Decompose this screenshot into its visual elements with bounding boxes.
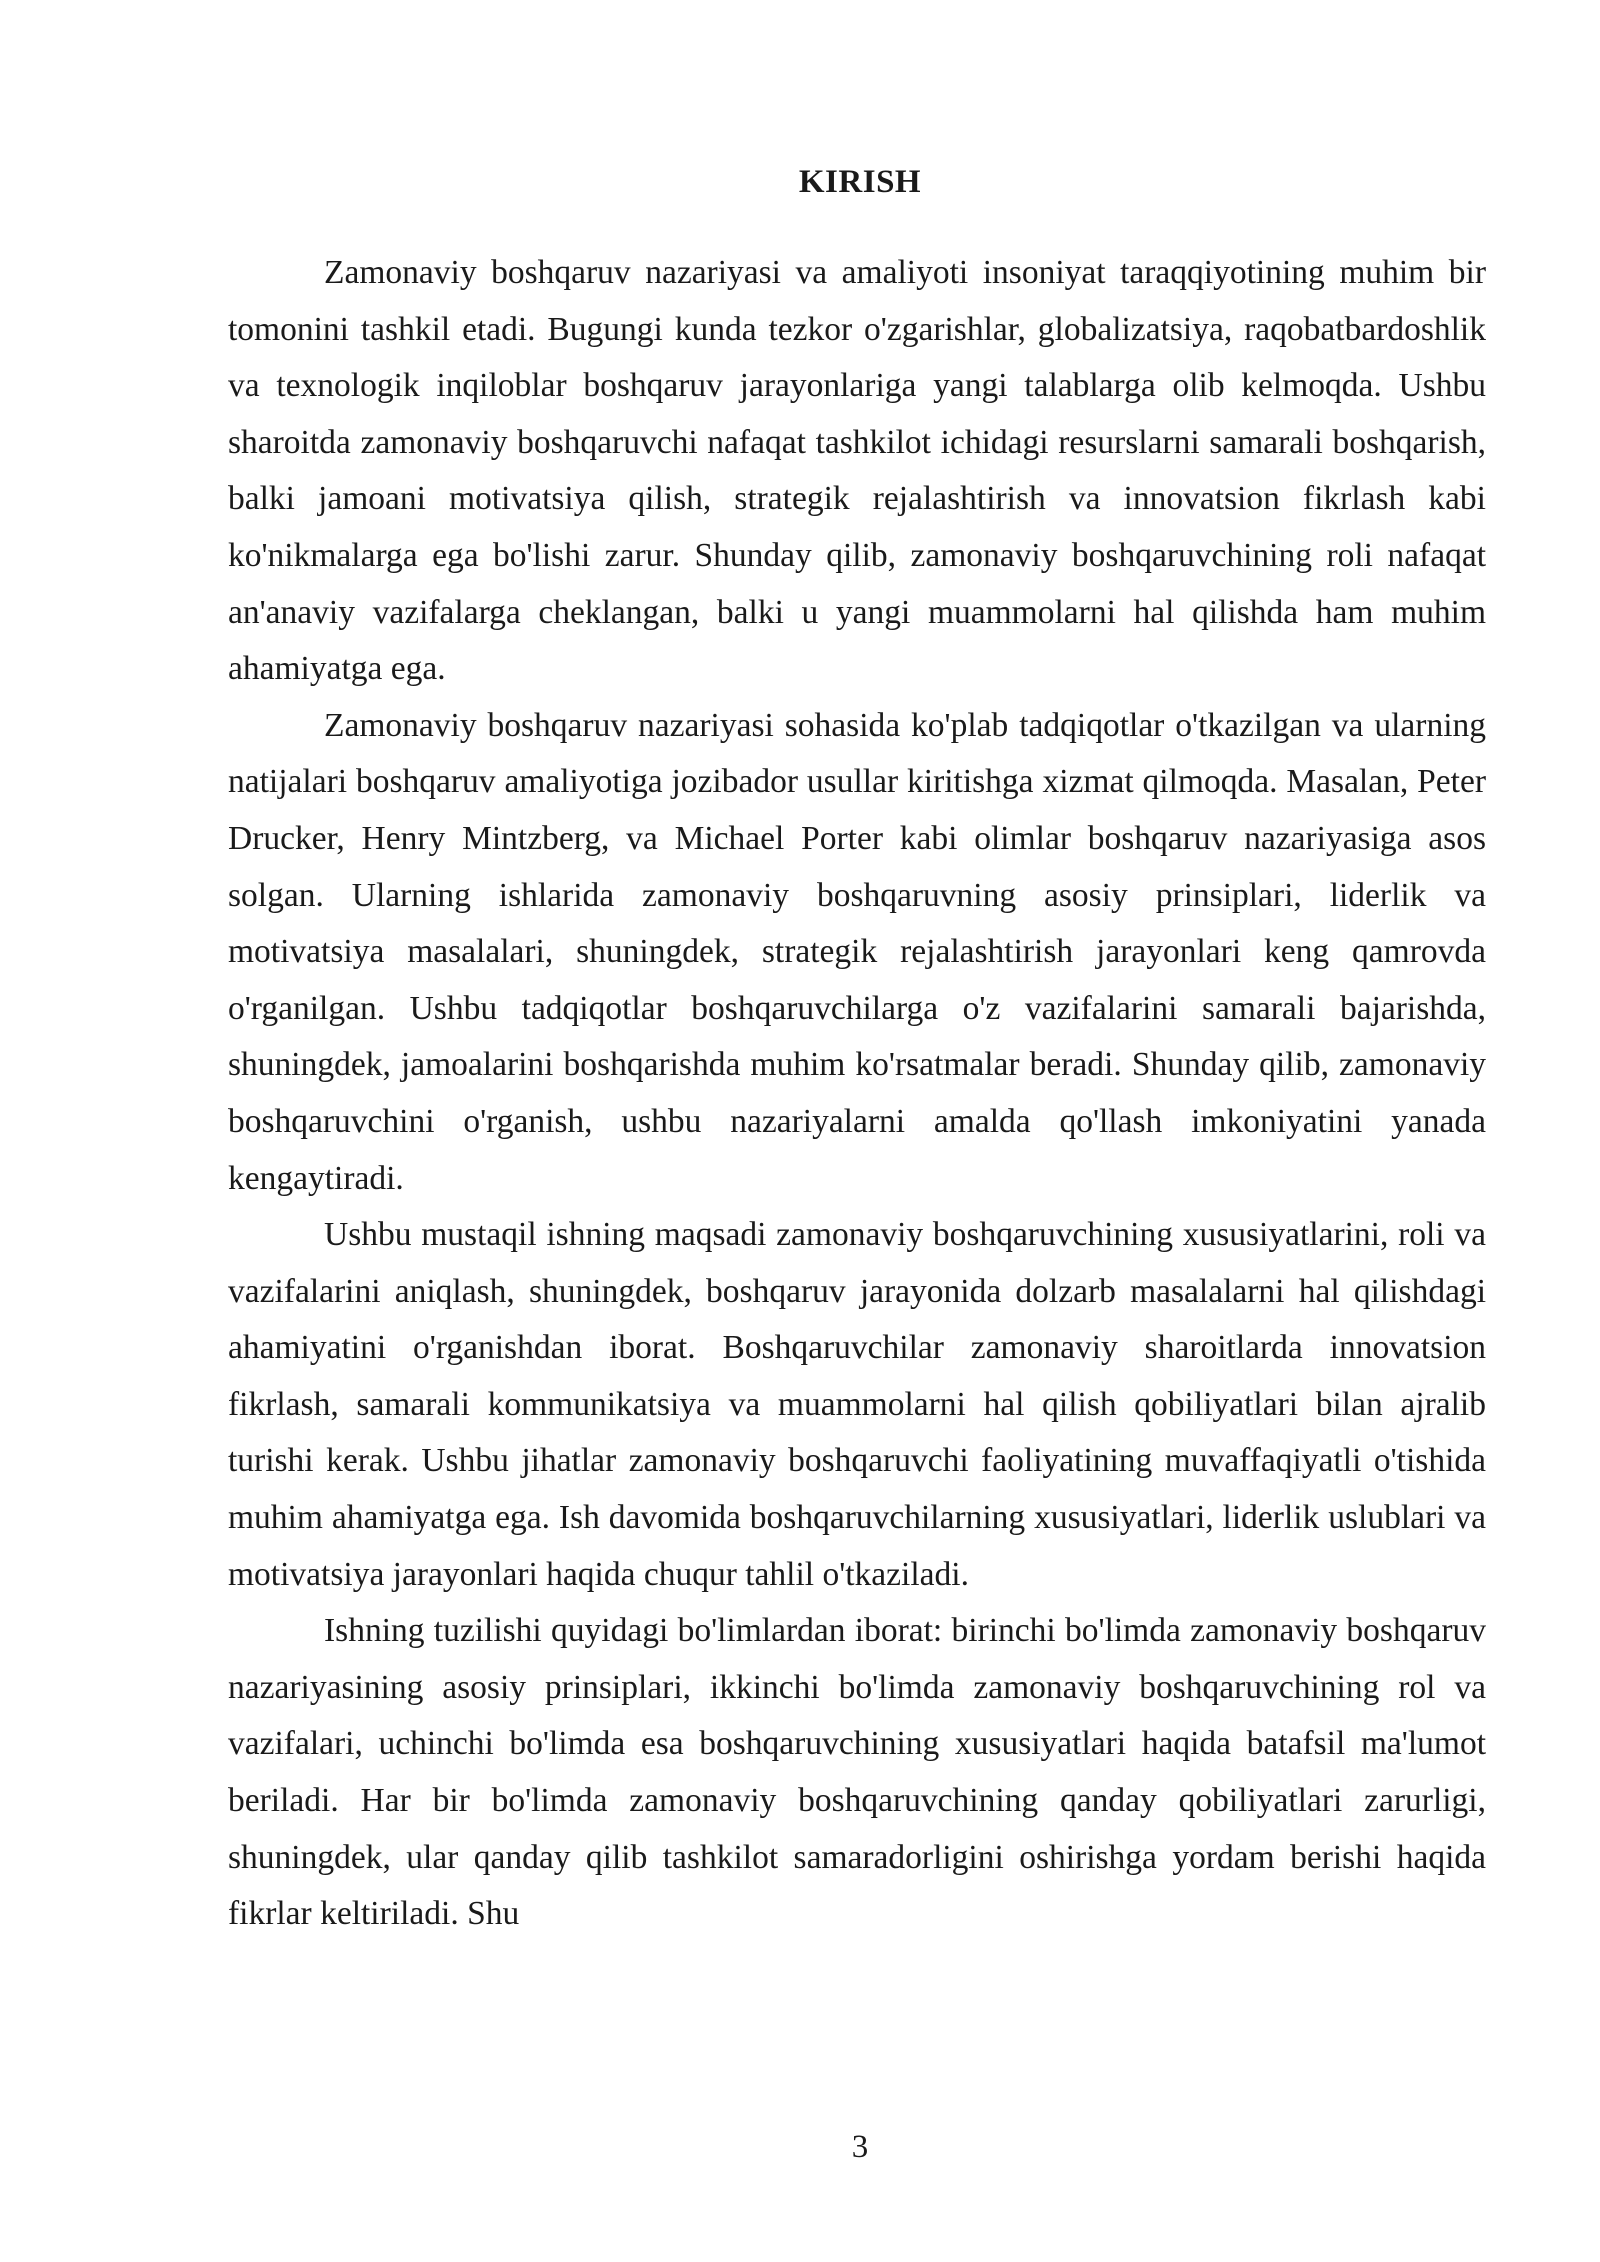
section-heading: KIRISH: [798, 164, 922, 200]
page-number: 3: [851, 2129, 869, 2165]
paragraph-1: Zamonaviy boshqaruv nazariyasi va amaliyoti insoniyat taraqqiyotining muhim bir tomonini tashkil etadi. Bugungi kunda tezkor o'zgarishlar, globalizatsiya, raqobatbardoshlik va texnologik inqiloblar boshqaruv jarayonlariga yangi talablarga olib kelmoqda. Ushbu sharoitda zamonaviy boshqaruvchi nafaqat tashkilot ichidagi resurslarni samarali boshqarish, balki jamoani motivatsiya qilish, strategik rejalashtirish va innovatsion fikrlash kabi ko'nikmalarga ega bo'lishi zarur. Shunday qilib, zamonaviy boshqaruvchining roli nafaqat an'anaviy vazifalarga cheklangan, balki u yangi muammolarni hal qilishda ham muhim ahamiyatga ega.: [228, 254, 1486, 688]
paragraph-2: Zamonaviy boshqaruv nazariyasi sohasida ko'plab tadqiqotlar o'tkazilgan va ularning natijalari boshqaruv amaliyotiga jozibador usullar kiritishga xizmat qilmoqda. Masalan, Peter Drucker, Henry Mintzberg, va Michael Porter kabi olimlar boshqaruv nazariyasiga asos solgan. Ularning ishlarida zamonaviy boshqaruvning asosiy prinsiplari, liderlik va motivatsiya masalalari, shuningdek, strategik rejalashtirish jarayonlari keng qamrovda o'rganilgan. Ushbu tadqiqotlar boshqaruvchilarga o'z vazifalarini samarali bajarishda, shuningdek, jamoalarini boshqarishda muhim ko'rsatmalar beradi. Shunday qilib, zamonaviy boshqaruvchini o'rganish, ushbu nazariyalarni amalda qo'llash imkoniyatini yanada kengaytiradi.: [228, 706, 1486, 1197]
paragraph-3: Ushbu mustaqil ishning maqsadi zamonaviy boshqaruvchining xususiyatlarini, roli va vazifalarini aniqlash, shuningdek, boshqaruv jarayonida dolzarb masalalarni hal qilishdagi ahamiyatini o'rganishdan iborat. Boshqaruvchilar zamonaviy sharoitlarda innovatsion fikrlash, samarali kommunikatsiya va muammolarni hal qilish qobiliyatlari bilan ajralib turishi kerak. Ushbu jihatlar zamonaviy boshqaruvchi faoliyatining muvaffaqiyatli o'tishida muhim ahamiyatga ega. Ish davomida boshqaruvchilarning xususiyatlari, liderlik uslublari va motivatsiya jarayonlari haqida chuqur tahlil o'tkaziladi.: [228, 1216, 1486, 1593]
body-text: [228, 245, 1486, 1943]
paragraph-4: Ishning tuzilishi quyidagi bo'limlardan iborat: birinchi bo'limda zamonaviy boshqaruv nazariyasining asosiy prinsiplari, ikkinchi bo'limda zamonaviy boshqaruvchining rol va vazifalari, uchinchi bo'limda esa boshqaruvchining xususiyatlari haqida batafsil ma'lumot beriladi. Har bir bo'limda zamonaviy boshqaruvchining qanday qobiliyatlari zarurligi, shuningdek, ular qanday qilib tashkilot samaradorligini oshirishga yordam berishi haqida fikrlar keltiriladi. Shu: [228, 1612, 1486, 1933]
